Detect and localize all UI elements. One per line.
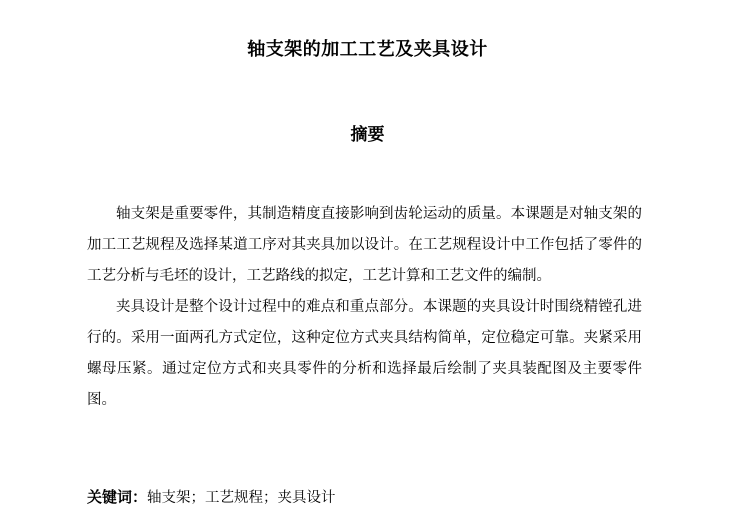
abstract-paragraph-1: 轴支架是重要零件，其制造精度直接影响到齿轮运动的质量。本课题是对轴支架的加工工艺规程及选择某道工序对其夹具加以设计。在工艺规程设计中工作包括了零件的工艺分析与毛坯的设计，工艺路线的拟定，工艺计算和工艺文件的编制。 — [87, 206, 642, 284]
keywords-value: 轴支架；工艺规程；夹具设计 — [147, 490, 336, 506]
document-title: 轴支架的加工工艺及夹具设计 — [247, 39, 488, 60]
keywords-label: 关键词： — [87, 488, 148, 506]
abstract-body — [87, 199, 642, 416]
keywords-line — [87, 484, 647, 511]
abstract-heading: 摘要 — [350, 125, 385, 145]
abstract-paragraph-2: 夹具设计是整个设计过程中的难点和重点部分。本课题的夹具设计时围绕精镗孔进行的。采用一面两孔方式定位，这种定位方式夹具结构简单，定位稳定可靠。夹紧采用螺母压紧。通过定位方式和夹具零件的分析和选择最后绘制了夹具装配图及主要零件图。 — [87, 299, 642, 408]
